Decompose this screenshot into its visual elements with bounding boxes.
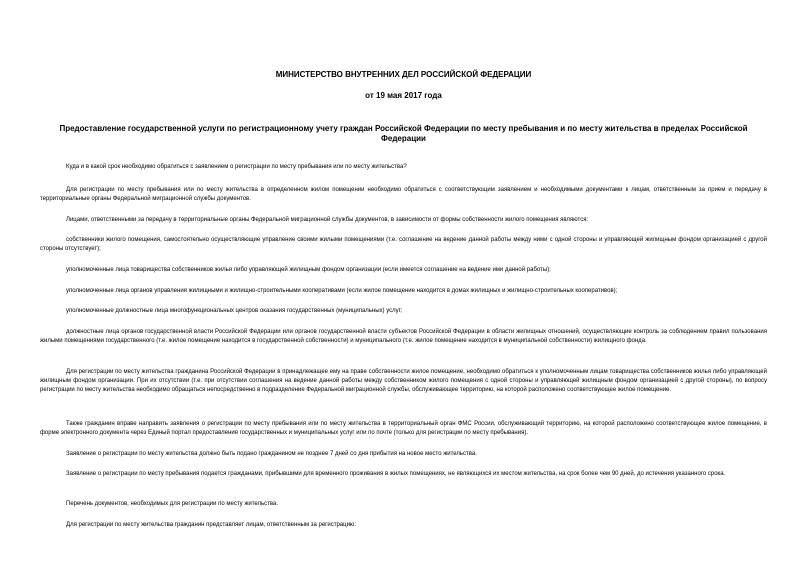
paragraph-responsible-persons: Лицами, ответственными за передачу в территориальные органы Федеральной миграционной службы документов, в зависимости от формы собственности жилого помещения являются:	[66, 217, 589, 223]
paragraph-documents-list: Перечень документов, необходимых для регистрации по месту жительства.	[66, 501, 279, 507]
document-date: от 19 мая 2017 года	[365, 91, 442, 100]
paragraph-officials: должностные лица органов государственной власти Российской Федерации или органов государственной власти субъектов Российской Федерации в области жилищных отношений, осуществляющие контроль за соблюдением правил пользования жилыми помещениями государственного (т.е. жилое помещение находится в государственной собственности) и муниципального (т.е. жилое помещение находится в муниципальной собственности) жилищного фонда.	[40, 329, 767, 344]
paragraph-electronic-application: Также гражданин вправе направить заявления о регистрации по месту пребывания или по месту жительства в территориальный орган ФМС России, обслуживающий территорию, на которой расположено соответствующее жилое помещение, в форме электронного документа через Единый портал предоставления государственных и муниципальных услуг или по почте (только для регистрации по месту пребывания).	[40, 421, 767, 436]
paragraph-registration-contact: Для регистрации по месту пребывания или по месту жительства в определенном жилом помещении необходимо обратиться с соответствующим заявлением и необходимыми документами к лицам, ответственным за прием и передачу в территориальные органы Федеральной миграционной службы документов.	[40, 187, 767, 202]
paragraph-mfc: уполномоченные должностные лица многофункциональных центров оказания государственных (муниципальных) услуг;	[66, 308, 403, 314]
paragraph-owner-registration: Для регистрации по месту жительства гражданина Российской Федерации в принадлежащее ему на праве собственности жилое помещение, необходимо обратиться к уполномоченным лицам товарищества собственников жилья либо управляющей жилищным фондом организации. При их отсутствии (т.е. при отсутствии соглашения на ведение данной работы между собственником жилого помещения с одной стороны и управляющей жилищным фондом организацией с другой стороны), по вопросу регистрации по месту жительства необходимо обращаться непосредственно в подразделение Федеральной миграционной службы, обслуживающее территорию, на которой расположено соответствующее жилое помещение.	[40, 369, 767, 393]
paragraph-stay-deadline: Заявление о регистрации по месту пребывания подается гражданами, прибывшими для временного проживания в жилых помещениях, не являющихся их местом жительства, на срок более чем 90 дней, до истечения указанного срока.	[66, 471, 726, 477]
document-subject: Предоставление государственной услуги по регистрационному учету граждан Российской Федерации по месту пребывания и по месту жительства в пределах Российской Федерации	[59, 124, 748, 143]
paragraph-cooperatives: уполномоченные лица органов управления жилищными и жилищно-строительными кооперативами (если жилое помещение находится в домах жилищных и жилищно-строительных кооперативов);	[66, 288, 618, 294]
paragraph-residence-deadline: Заявление о регистрации по месту жительства должно быть подано гражданином не позднее 7 дней со дня прибытия на новое место жительства.	[66, 451, 477, 457]
paragraph-hoa: уполномоченные лица товарищества собственников жилья либо управляющей жилищным фондом организации (если имеется соглашение на ведение ими данной работы);	[66, 267, 551, 273]
paragraph-documents-intro: Для регистрации по месту жительства гражданин представляет лицам, ответственным за регистрацию:	[66, 522, 357, 528]
ministry-heading: МИНИСТЕРСТВО ВНУТРЕННИХ ДЕЛ РОССИЙСКОЙ ФЕДЕРАЦИИ	[275, 70, 532, 79]
paragraph-owners: собственники жилого помещения, самостоятельно осуществляющие управление своими жилыми помещениями (т.е. соглашение на ведение данной работы между ними с одной стороны и управляющей жилищным фондом организацией с другой стороны отсутствует);	[40, 237, 767, 252]
paragraph-question: Куда и в какой срок необходимо обратиться с заявлением о регистрации по месту пребывания или по месту жительства?	[66, 164, 407, 170]
